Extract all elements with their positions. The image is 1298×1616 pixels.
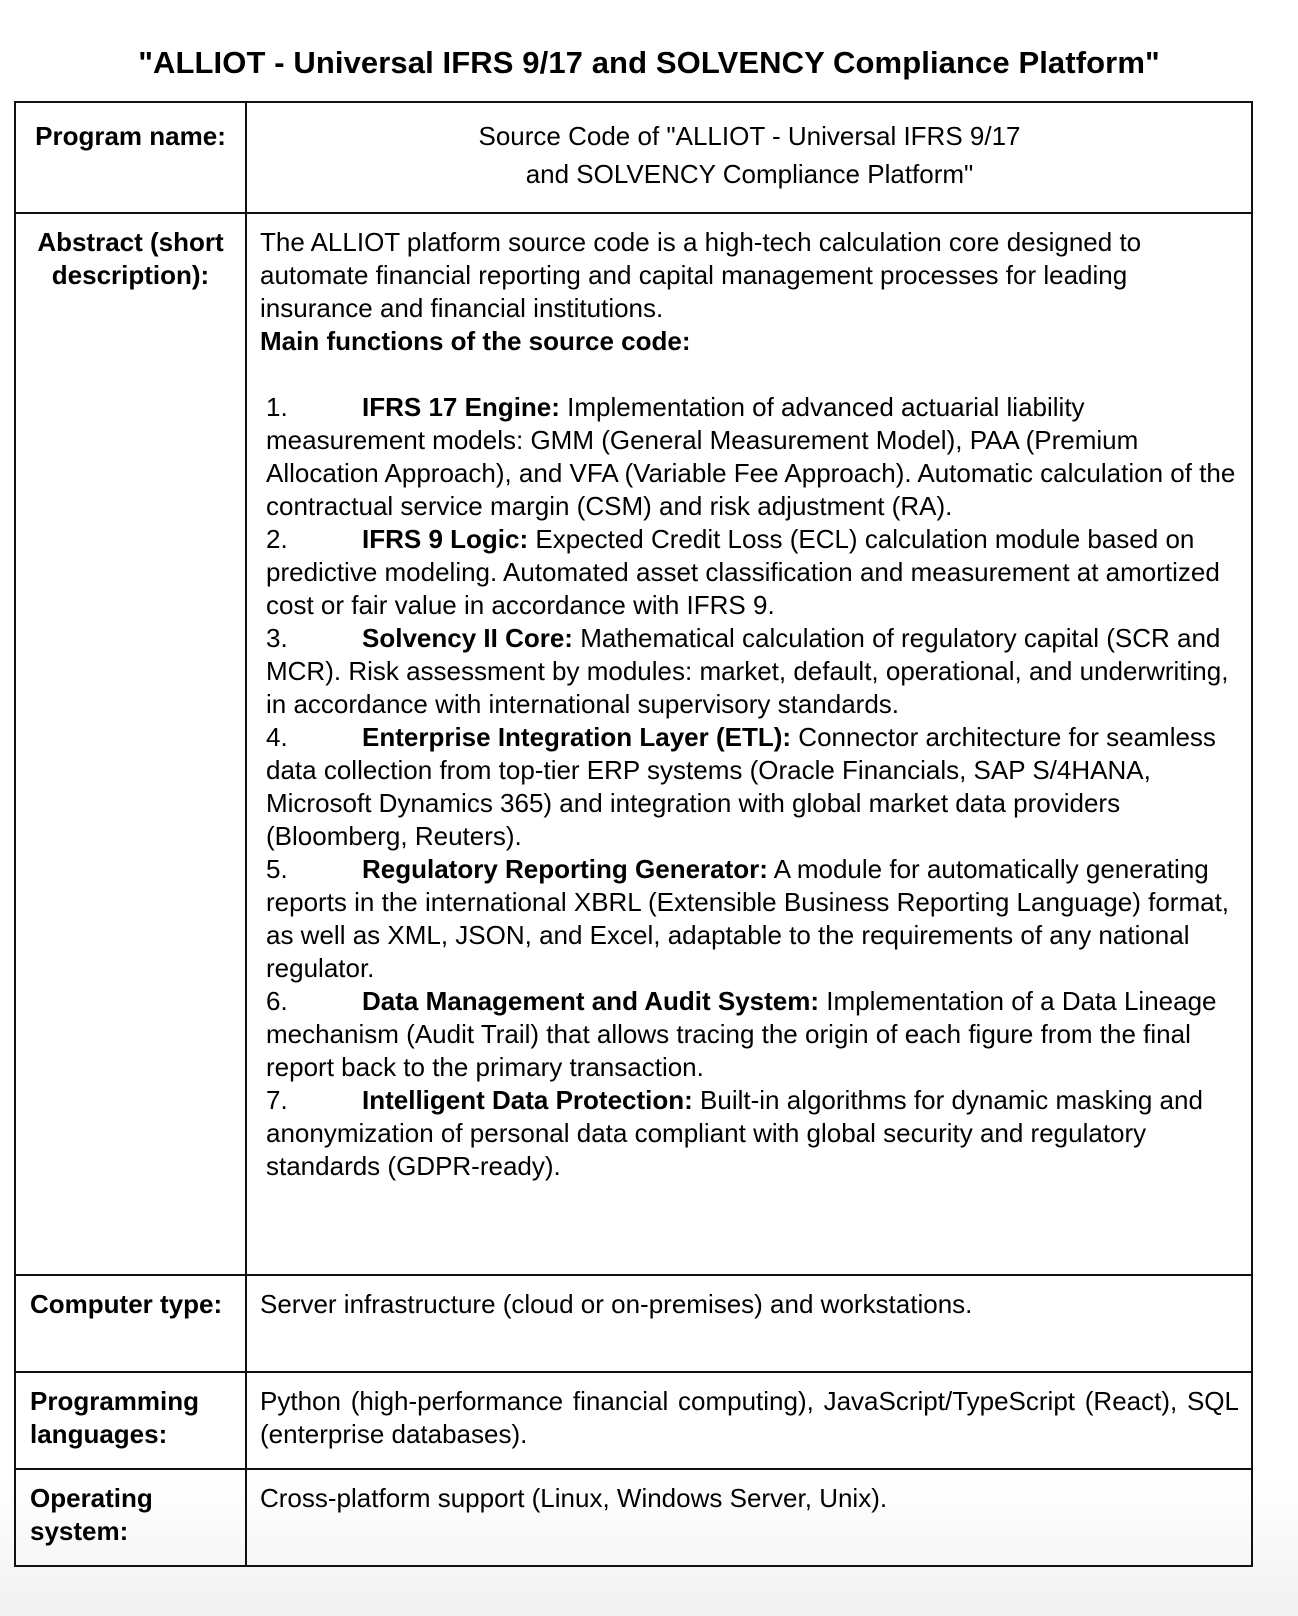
abstract-label: Abstract (short description):	[15, 213, 246, 1275]
function-number: 2.	[266, 524, 288, 554]
table-row-programming-languages	[15, 1372, 1252, 1469]
function-item-6	[266, 985, 1239, 1084]
function-number: 1.	[266, 392, 288, 422]
function-title: IFRS 17 Engine:	[362, 392, 560, 422]
function-text: Expected Credit Loss (ECL) calculation module based on predictive modeling. Automated asset classification and measurement at amortized cost or fair value in accordance with IFRS 9.	[266, 524, 1220, 620]
document-title: "ALLIOT - Universal IFRS 9/17 and SOLVENCY Compliance Platform"	[138, 44, 1160, 80]
computer-type-value: Server infrastructure (cloud or on-premises) and workstations.	[246, 1275, 1252, 1372]
function-item-7	[266, 1084, 1239, 1183]
function-title: Intelligent Data Protection:	[362, 1085, 693, 1115]
function-item-5	[266, 853, 1239, 985]
functions-heading: Main functions of the source code:	[260, 326, 691, 356]
programming-languages-value: Python (high-performance financial computing), JavaScript/TypeScript (React), SQL (enterprise databases).	[246, 1372, 1252, 1469]
function-text: A module for automatically generating reports in the international XBRL (Extensible Business Reporting Language) format, as well as XML, JSON, and Excel, adaptable to the requirements of any national regulator.	[266, 854, 1230, 983]
program-name-value-line1: Source Code of "ALLIOT - Universal IFRS 9/17	[478, 121, 1021, 151]
function-item-4	[266, 721, 1239, 853]
programming-languages-label: Programming languages:	[15, 1372, 246, 1469]
function-item-2	[266, 523, 1239, 622]
abstract-value	[246, 213, 1252, 1275]
program-name-value-line2: and SOLVENCY Compliance Platform"	[525, 159, 974, 189]
function-text: Implementation of a Data Lineage mechanism (Audit Trail) that allows tracing the origin of each figure from the final report back to the primary transaction.	[266, 986, 1217, 1082]
function-title: Data Management and Audit System:	[362, 986, 820, 1016]
program-name-value	[246, 102, 1252, 213]
table-row-program-name	[15, 102, 1252, 213]
function-item-1	[266, 391, 1239, 523]
computer-type-label: Computer type:	[15, 1275, 246, 1372]
program-name-label: Program name:	[15, 102, 246, 213]
function-text: Connector architecture for seamless data collection from top-tier ERP systems (Oracle Financials, SAP S/4HANA, Microsoft Dynamics 365) and integration with global market data providers (Bloomberg, Reuters).	[266, 722, 1216, 851]
table-row-operating-system	[15, 1469, 1252, 1566]
function-number: 7.	[266, 1085, 288, 1115]
operating-system-value: Cross-platform support (Linux, Windows Server, Unix).	[246, 1469, 1252, 1566]
function-number: 5.	[266, 854, 288, 884]
function-text: Mathematical calculation of regulatory capital (SCR and MCR). Risk assessment by modules: market, default, operational, and underwriting, in accordance with international supervisory standards.	[266, 623, 1229, 719]
table-row-computer-type	[15, 1275, 1252, 1372]
function-text: Implementation of advanced actuarial liability measurement models: GMM (General Measurement Model), PAA (Premium Allocation Approach), and VFA (Variable Fee Approach). Automatic calculation of the contractual service margin (CSM) and risk adjustment (RA).	[266, 392, 1236, 521]
function-number: 3.	[266, 623, 288, 653]
function-item-3	[266, 622, 1239, 721]
function-title: IFRS 9 Logic:	[362, 524, 529, 554]
table-row-abstract	[15, 213, 1252, 1275]
operating-system-label: Operating system:	[15, 1469, 246, 1566]
program-info-table	[14, 101, 1253, 1567]
function-number: 4.	[266, 722, 288, 752]
function-title: Solvency II Core:	[362, 623, 573, 653]
function-text: Built-in algorithms for dynamic masking and anonymization of personal data compliant with global security and regulatory standards (GDPR-ready).	[266, 1085, 1203, 1181]
functions-list	[260, 391, 1239, 1183]
function-number: 6.	[266, 986, 288, 1016]
abstract-intro: The ALLIOT platform source code is a high-tech calculation core designed to automate financial reporting and capital management processes for leading insurance and financial institutions.	[260, 227, 1142, 323]
function-title: Enterprise Integration Layer (ETL):	[362, 722, 792, 752]
function-title: Regulatory Reporting Generator:	[362, 854, 768, 884]
